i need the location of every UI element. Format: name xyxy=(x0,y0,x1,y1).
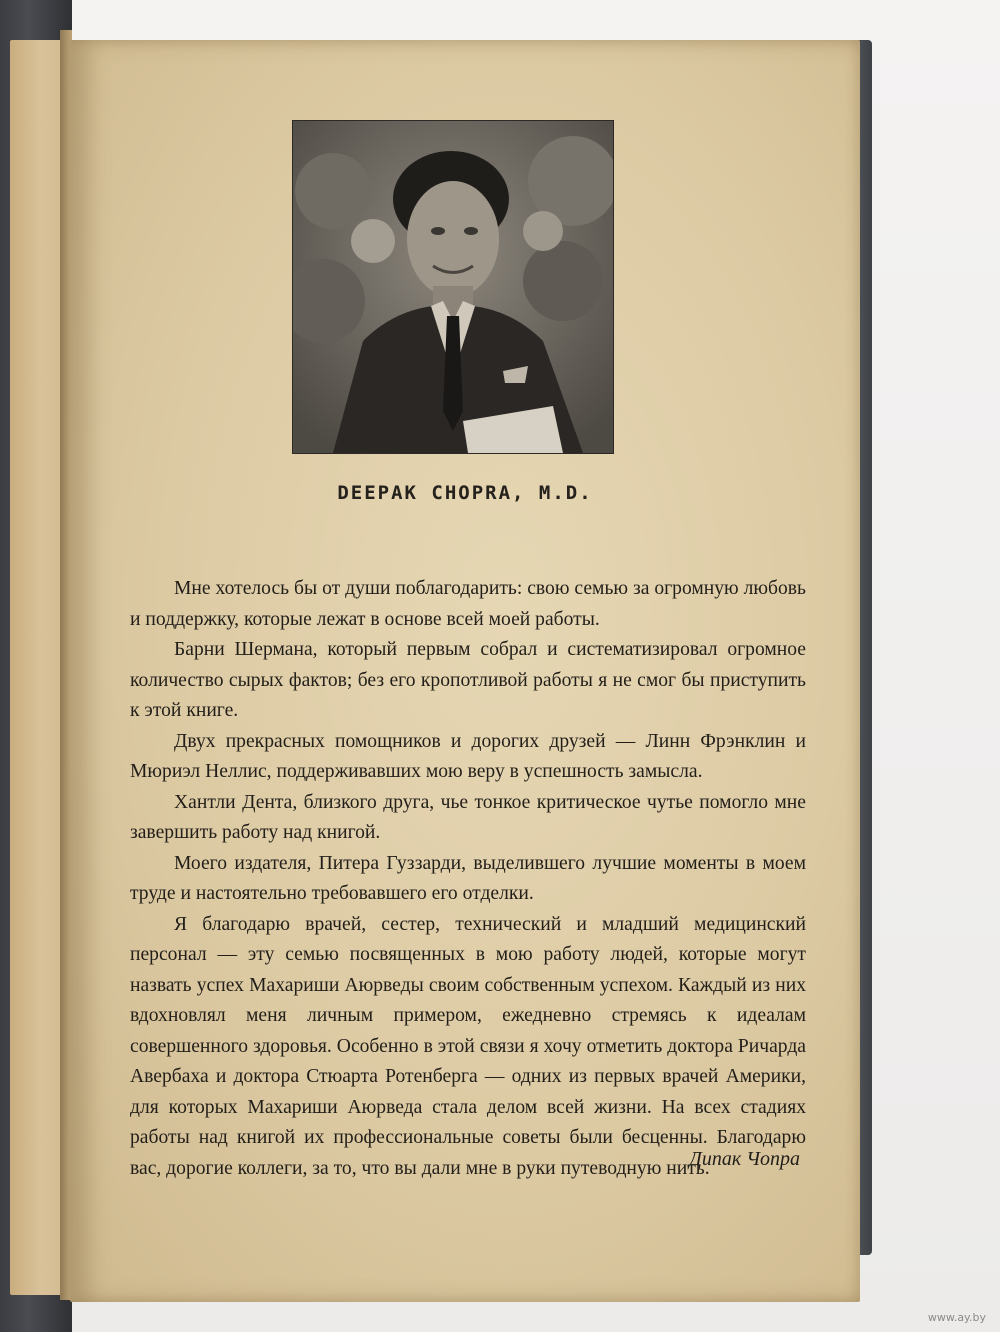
signature: Дипак Чопра xyxy=(689,1148,800,1170)
paragraph: Хантли Дента, близкого друга, чье тонкое критическое чутье помогло мне завершить работу над книгой. xyxy=(130,791,806,843)
acknowledgements-text xyxy=(130,574,806,1184)
paragraph: Я благодарю врачей, сестер, технический и младший медицинский персонал — эту семью посвященных в мою работу людей, которые могут назвать успех Махариши Аюрведы своим собственным успехом. Каждый из них вдохновлял меня личным примером, ежедневно стремясь к идеалам совершенного здоровья. Особенно в этой связи я хочу отметить доктора Ричарда Авербаха и доктора Стюарта Ротенберга — одних из первых врачей Америки, для которых Махариши Аюрведа стала делом всей жизни. На всех стадиях работы над книгой их профессиональные советы были бесценны. Благодарю вас, дорогие коллеги, за то, что вы дали мне в руки путеводную нить. xyxy=(130,913,806,1179)
author-caption: DEEPAK CHOPRA, M.D. xyxy=(337,482,593,504)
watermark: www.ay.by xyxy=(927,1311,986,1324)
portrait-image xyxy=(293,121,613,453)
paragraph: Мне хотелось бы от души поблагодарить: свою семью за огромную любовь и поддержку, которые лежат в основе всей моей работы. xyxy=(130,578,806,630)
book-page xyxy=(70,40,860,1302)
paragraph: Моего издателя, Питера Гуззарди, выделившего лучшие моменты в моем труде и настоятельно требовавшего его отделки. xyxy=(130,852,806,904)
paragraph: Двух прекрасных помощников и дорогих друзей — Линн Фрэнклин и Мюриэл Неллис, поддерживавших мою веру в успешность замысла. xyxy=(130,730,806,782)
paragraph: Барни Шермана, который первым собрал и систематизировал огромное количество сырых фактов; без его кропотливой работы я не смог бы приступить к этой книге. xyxy=(130,639,806,721)
author-portrait xyxy=(292,120,614,454)
